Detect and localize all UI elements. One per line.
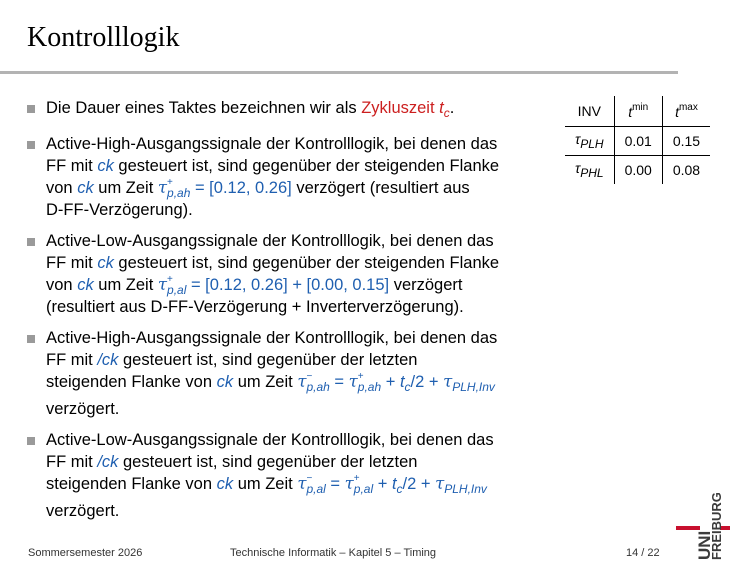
footer-page-number: 14 / 22 bbox=[626, 547, 660, 559]
bullet-list bbox=[27, 97, 567, 531]
table-cell: 0.15 bbox=[662, 127, 710, 156]
bullet-square-icon bbox=[27, 437, 35, 445]
logo-text-uni: UNI bbox=[695, 530, 714, 560]
table-header-cell: $t^{max}$ bbox=[662, 96, 710, 127]
table-cell: 0.00 bbox=[614, 156, 662, 185]
bullet-item: Active-High-Ausgangssignale der Kontrolllogik, bei denen das FF mit ck gesteuert ist, sind gegenüber der steigenden Flanke von ck um Zeit τ + p,ah = [0.12, 0.26] verzögert (resultiert aus D-FF-Verzögerung). bbox=[27, 133, 567, 221]
bullet-square-icon bbox=[27, 141, 35, 149]
footer-semester: Sommersemester 2026 bbox=[28, 547, 143, 559]
bullet-item: Active-High-Ausgangssignale der Kontrolllogik, bei denen das FF mit /ck gesteuert ist, sind gegenüber der letzten steigenden Flanke von ck um Zeit τ − p,ah = τ + p,ah + $t_c/2 + \tau_{PLH,Inv}$ verzögert. bbox=[27, 327, 567, 420]
bullet-item: Active-Low-Ausgangssignale der Kontrolllogik, bei denen das FF mit ck gesteuert ist, sind gegenüber der steigenden Flanke von ck um Zeit τ + p,al = [0.12, 0.26] + [0.00, 0.15] verzögert (resultiert aus D-FF-Verzögerung + Inverterverzögerung). bbox=[27, 230, 567, 318]
inverter-timing-table bbox=[565, 96, 710, 184]
bullet-square-icon bbox=[27, 335, 35, 343]
slide-title: Kontrolllogik bbox=[27, 22, 180, 53]
table-cell: 0.01 bbox=[614, 127, 662, 156]
table-cell: τPLH bbox=[565, 127, 614, 156]
bullet-square-icon bbox=[27, 238, 35, 246]
table-cell: τPHL bbox=[575, 160, 604, 180]
term-zykluszeit: Zykluszeit bbox=[361, 99, 440, 117]
logo-text-freiburg: FREIBURG bbox=[709, 492, 724, 560]
footer-course: Technische Informatik – Kapitel 5 – Timing bbox=[230, 547, 437, 559]
table-row bbox=[565, 156, 710, 185]
table-header-cell: $t^{min}$ bbox=[614, 96, 662, 127]
logo-red-bar-icon bbox=[676, 526, 700, 530]
table-cell: 0.08 bbox=[662, 156, 710, 185]
bullet-item: Active-Low-Ausgangssignale der Kontrolllogik, bei denen das FF mit /ck gesteuert ist, sind gegenüber der letzten steigenden Flanke von ck um Zeit τ − p,al = τ + p,al + $t_c/2 + \tau_{PLH,Inv}$ verzögert. bbox=[27, 429, 567, 522]
university-freiburg-logo bbox=[676, 480, 756, 560]
table-header-row bbox=[565, 96, 710, 127]
table-row bbox=[565, 127, 710, 156]
bullet-square-icon bbox=[27, 105, 35, 113]
table-header-cell: INV bbox=[565, 96, 614, 127]
bullet-item: Die Dauer eines Taktes bezeichnen wir als Zykluszeit $t_c$. bbox=[27, 97, 567, 124]
title-rule bbox=[0, 71, 678, 74]
